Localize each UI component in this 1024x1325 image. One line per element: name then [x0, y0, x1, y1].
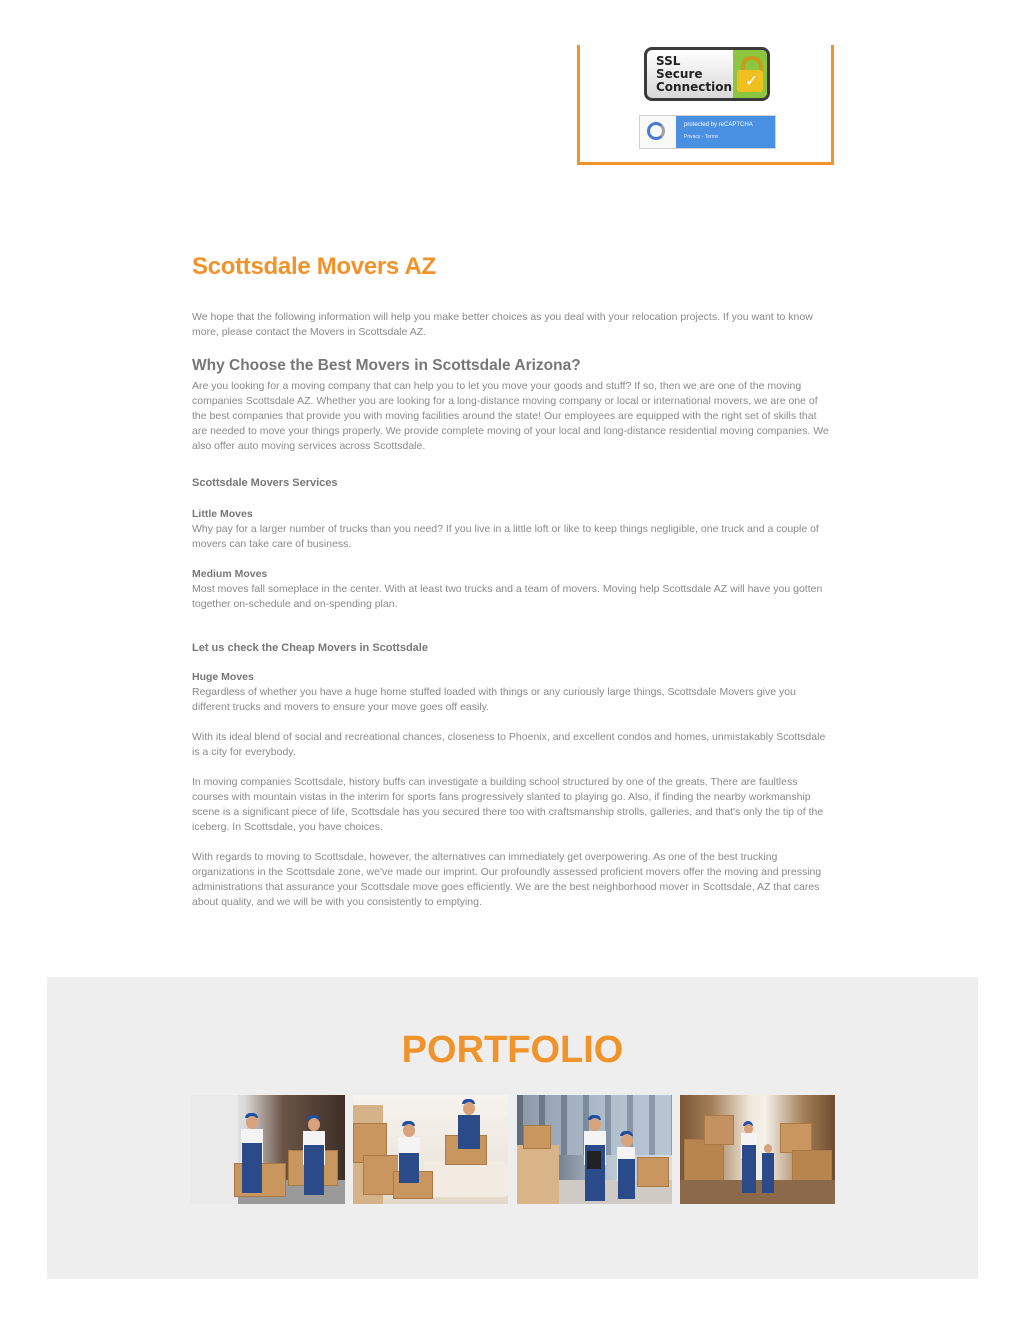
portfolio-section: [47, 977, 978, 1279]
recaptcha-badge[interactable]: [639, 115, 776, 149]
article-content: [192, 253, 834, 910]
ssl-text-line2: Secure: [656, 67, 703, 81]
portfolio-photo-movers-van[interactable]: [190, 1095, 345, 1204]
why-choose-heading: Why Choose the Best Movers in Scottsdale Arizona?: [192, 357, 581, 374]
ssl-text-line1: SSL: [656, 54, 681, 68]
services-heading: Scottsdale Movers Services: [192, 477, 338, 489]
portfolio-photo-packing-room[interactable]: [353, 1095, 508, 1204]
portfolio-title: PORTFOLIO: [401, 1029, 624, 1071]
recaptcha-text: protected by reCAPTCHA: [684, 122, 753, 128]
medium-moves-paragraph: Most moves fall someplace in the center. With at least two trucks and a team of movers. Moving help Scottsdale AZ will have you gotten together on-schedule and on-spending plan.: [192, 583, 823, 610]
regards-paragraph: With regards to moving to Scottsdale, however, the alternatives can immediately get overpowering. As one of the best trucking organizations in the Scottsdale zone, we've made our imprint. Our profoundly assessed proficient movers offer the moving and pressing administrations that assurance your Scottsdale move goes efficiently. We are the best neighborhood mover in Scottsdale, AZ that cares about quality, and we will be with you consistently to emptying.: [192, 851, 822, 908]
huge-moves-heading: Huge Moves: [192, 671, 254, 683]
recaptcha-links[interactable]: Privacy - Terms: [684, 134, 719, 140]
medium-moves-heading: Medium Moves: [192, 568, 268, 580]
padlock-icon: ✓: [733, 50, 767, 98]
portfolio-photo-clipboard-mover[interactable]: [517, 1095, 672, 1204]
ssl-text-line3: Connection: [656, 80, 733, 94]
history-paragraph: In moving companies Scottsdale, history buffs can investigate a building school structured by one of the greats. There are faultless courses with mountain vistas in the interim for sports fans progressively slanted to playing go. Also, if finding the nearby workmanship scene is a significant piece of life, Scottsdale has you secured there too with craftsmanship strolls, galleries, and that's only the tip of the iceberg. In Scottsdale, you have choices.: [192, 776, 824, 833]
recaptcha-logo-icon: [647, 122, 665, 140]
portfolio-photo-truck-boxes[interactable]: [680, 1095, 835, 1204]
why-choose-paragraph: Are you looking for a moving company that can help you to let you move your goods and stuff? If so, then we are one of the moving companies Scottsdale AZ. Whether you are looking for a long-distance moving company or local or international movers, we are one of the best companies that provide you with moving facilities around the state! Our employees are equipped with the right set of skills that are needed to move your things properly. We provide complete moving of your local and long-distance residential moving companies. We also offer auto moving services across Scottsdale.: [192, 380, 829, 452]
page-title: Scottsdale Movers AZ: [192, 253, 436, 280]
little-moves-heading: Little Moves: [192, 508, 253, 520]
cheap-movers-heading: Let us check the Cheap Movers in Scottsdale: [192, 642, 428, 654]
huge-moves-paragraph: Regardless of whether you have a huge home stuffed loaded with things or any curiously large things, Scottsdale Movers give you different trucks and movers to ensure your move goes off easily.: [192, 686, 796, 713]
ssl-secure-badge: [644, 47, 770, 101]
intro-paragraph: We hope that the following information will help you make better choices as you deal with your relocation projects. If you want to know more, please contact the Movers in Scottsdale AZ.: [192, 311, 813, 338]
contact-form-box: [577, 45, 834, 165]
little-moves-paragraph: Why pay for a larger number of trucks than you need? If you live in a little loft or like to keep things negligible, one truck and a couple of movers can take care of business.: [192, 523, 819, 550]
blend-paragraph: With its ideal blend of social and recreational chances, closeness to Phoenix, and excellent condos and homes, unmistakably Scottsdale is a city for everybody.: [192, 731, 826, 758]
